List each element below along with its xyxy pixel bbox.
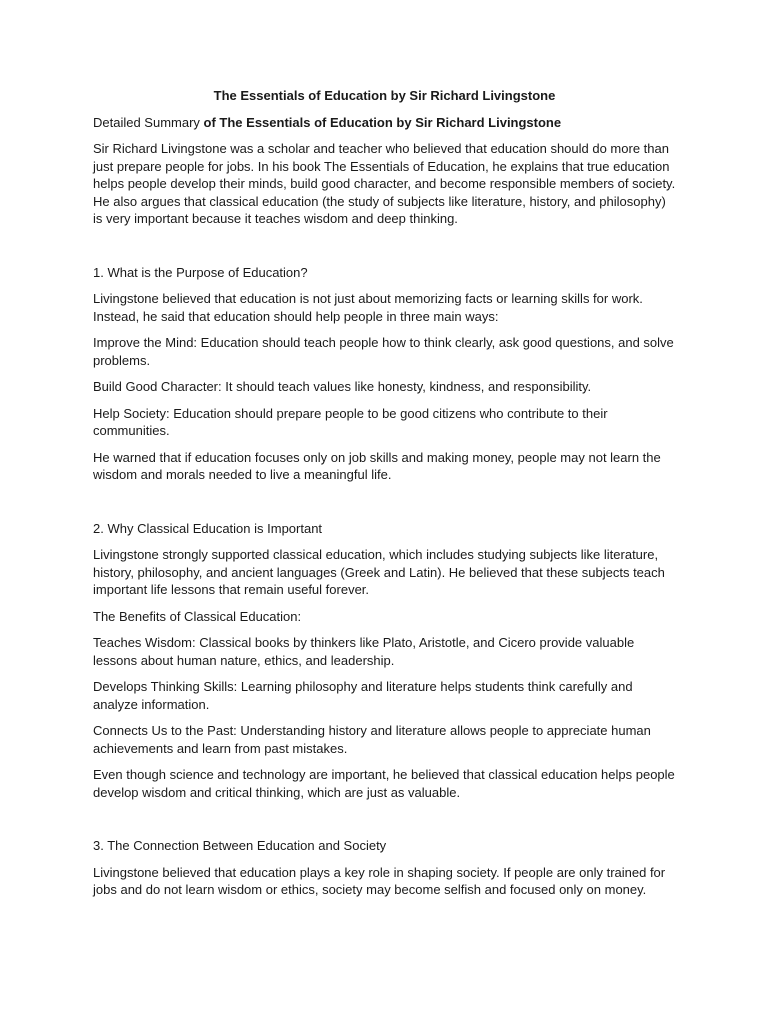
section-2-heading: 2. Why Classical Education is Important <box>93 520 323 536</box>
section-1-paragraph-3: Build Good Character: It should teach values like honesty, kindness, and responsibility. <box>93 379 592 394</box>
section-3-heading: 3. The Connection Between Education and Society <box>93 838 387 853</box>
section-1-paragraph-4: Help Society: Education should prepare people to be good citizens who contribute to their communities. <box>93 405 608 438</box>
intro-paragraph: Sir Richard Livingstone was a scholar and teacher who believed that education should do more than just prepare people for jobs. In his book The Essentials of Education, he explains that true education helps people develop their minds, build good character, and become responsible members of society. He also argues that classical education (the study of subjects like literature, history, and philosophy) is very important because it teaches wisdom and deep thinking. <box>93 141 676 226</box>
section-1-paragraph-1: Livingstone believed that education is not just about memorizing facts or learning skills for work. Instead, he said that education should help people in three main ways: <box>93 291 643 324</box>
section-2-paragraph-1: Livingstone strongly supported classical education, which includes studying subjects like literature, history, philosophy, and ancient languages (Greek and Latin). He believed that these subjects teach important life lessons that remain useful forever. <box>93 547 665 597</box>
subtitle-bold: of The Essentials of Education by Sir Richard Livingstone <box>203 114 562 130</box>
section-spacer <box>93 493 676 520</box>
section-2-paragraph-5: Connects Us to the Past: Understanding history and literature allows people to appreciate human achievements and learn from past mistakes. <box>93 723 651 756</box>
section-spacer <box>93 810 676 837</box>
section-2-paragraph-4: Develops Thinking Skills: Learning philosophy and literature helps students think carefully and analyze information. <box>93 679 633 712</box>
subtitle-prefix: Detailed Summary <box>93 114 204 130</box>
section-1-paragraph-2: Improve the Mind: Education should teach people how to think clearly, ask good questions, and solve problems. <box>93 335 674 368</box>
section-spacer <box>93 237 676 264</box>
document-title: The Essentials of Education by Sir Richard Livingstone <box>213 88 556 103</box>
section-1-paragraph-5: He warned that if education focuses only on job skills and making money, people may not learn the wisdom and morals needed to live a meaningful life. <box>93 449 661 482</box>
document-subtitle <box>93 114 676 132</box>
section-3-paragraph-1: Livingstone believed that education plays a key role in shaping society. If people are only trained for jobs and do not learn wisdom or ethics, society may become selfish and focused only on money. <box>93 864 666 897</box>
section-2-paragraph-3: Teaches Wisdom: Classical books by thinkers like Plato, Aristotle, and Cicero provide valuable lessons about human nature, ethics, and leadership. <box>93 635 635 668</box>
section-2-paragraph-6: Even though science and technology are important, he believed that classical education helps people develop wisdom and critical thinking, which are just as valuable. <box>93 767 675 800</box>
section-1-heading: 1. What is the Purpose of Education? <box>93 264 308 280</box>
section-2-paragraph-2: The Benefits of Classical Education: <box>93 608 302 624</box>
